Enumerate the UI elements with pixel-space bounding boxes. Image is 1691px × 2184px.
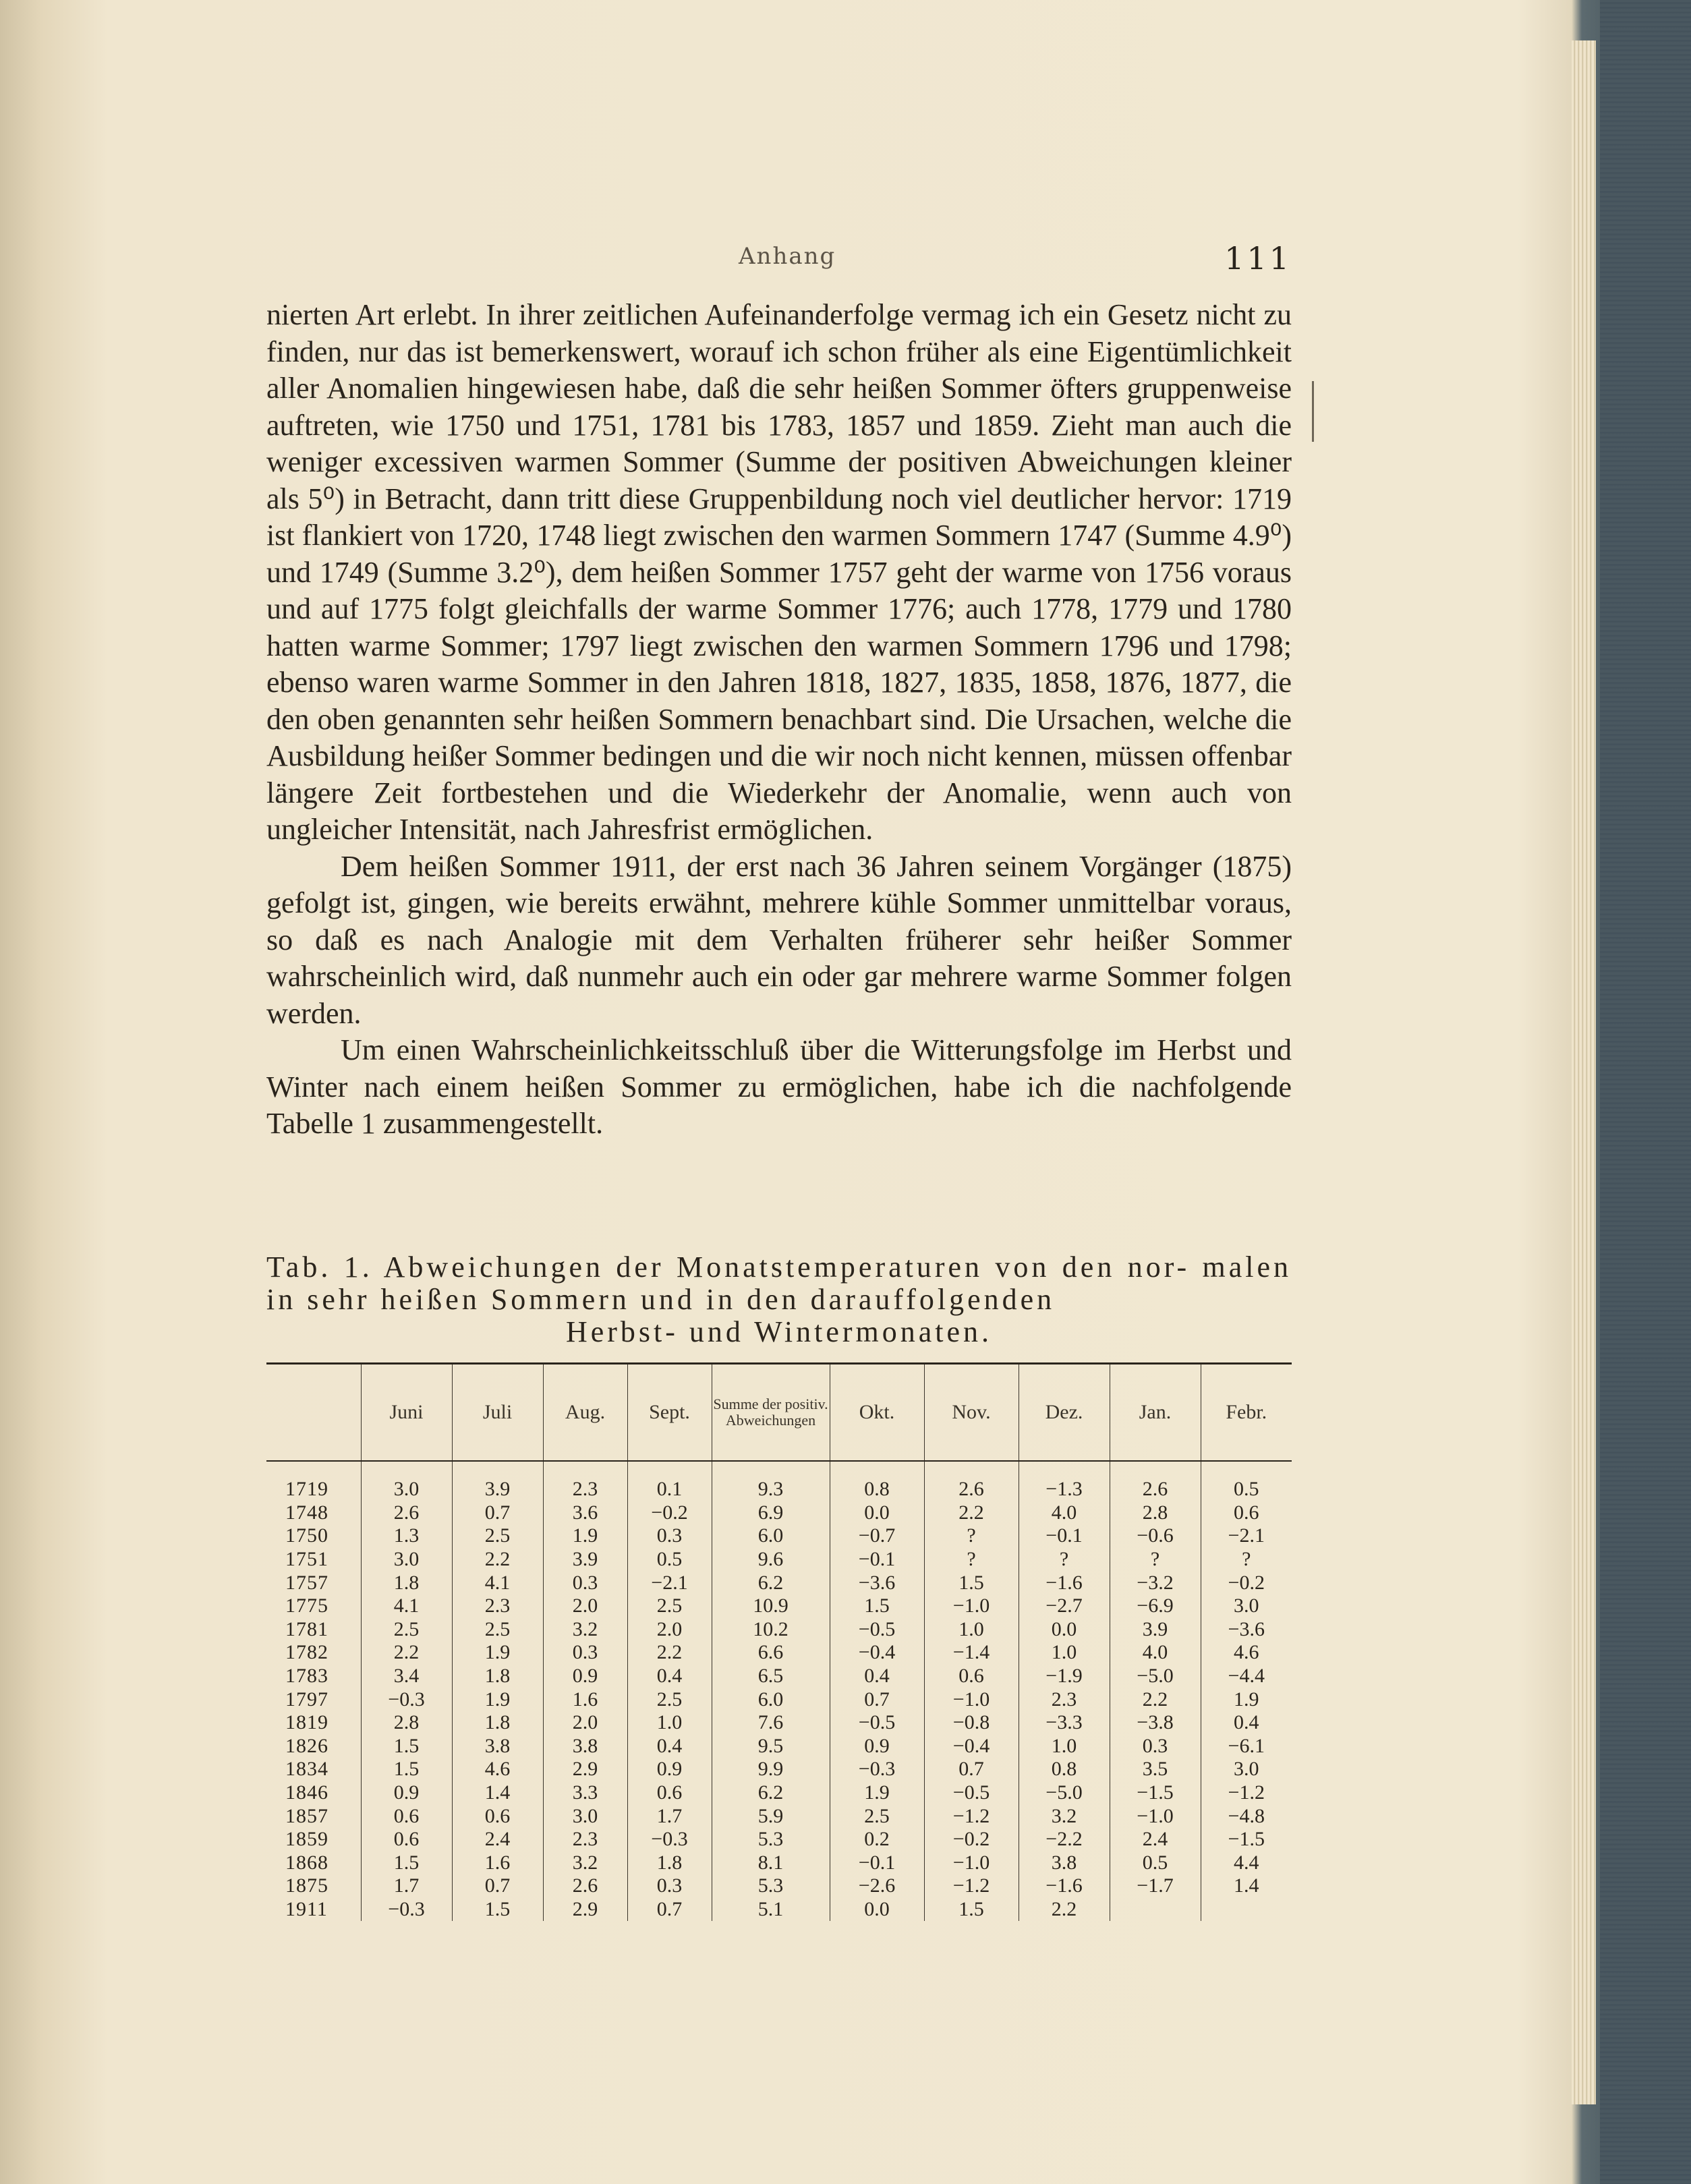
- value-cell: 1.4: [1201, 1874, 1292, 1898]
- value-cell: −0.1: [1019, 1524, 1110, 1548]
- table-row: [266, 1851, 1292, 1875]
- value-cell: 0.9: [830, 1735, 924, 1758]
- value-cell: −5.0: [1110, 1665, 1201, 1688]
- value-cell: 2.2: [1110, 1688, 1201, 1711]
- value-cell: −1.0: [1110, 1804, 1201, 1828]
- value-cell: −6.9: [1110, 1594, 1201, 1618]
- year-cell: 1797: [285, 1688, 328, 1711]
- value-cell: −0.7: [830, 1524, 924, 1548]
- value-cell: ?: [1019, 1548, 1110, 1572]
- value-cell: 0.6: [361, 1828, 452, 1851]
- body-text: [266, 297, 1292, 1143]
- year-cell: 1911: [285, 1897, 328, 1920]
- table-caption: [266, 1251, 1292, 1348]
- value-cell: 2.0: [543, 1594, 627, 1618]
- value-cell: 1.8: [452, 1665, 543, 1688]
- value-cell: 2.0: [627, 1618, 712, 1642]
- header-cell: Dez.: [1019, 1364, 1110, 1462]
- data-table-container: [266, 1362, 1292, 1921]
- value-cell: 1.8: [627, 1851, 712, 1875]
- value-cell: 9.5: [712, 1735, 830, 1758]
- value-cell: 6.2: [712, 1781, 830, 1805]
- value-cell: 1.5: [361, 1758, 452, 1781]
- table-row: [266, 1641, 1292, 1665]
- value-cell: 0.3: [1110, 1735, 1201, 1758]
- caption-line: Tab. 1. Abweichungen der Monatstemperaturen von den nor-: [266, 1251, 1191, 1284]
- value-cell: 3.2: [543, 1618, 627, 1642]
- header-cell: Okt.: [830, 1364, 924, 1462]
- value-cell: 2.0: [543, 1711, 627, 1735]
- value-cell: 3.8: [543, 1735, 627, 1758]
- header-cell: Febr.: [1201, 1364, 1292, 1462]
- value-cell: −1.6: [1019, 1571, 1110, 1594]
- value-cell: 2.5: [830, 1804, 924, 1828]
- value-cell: 1.9: [452, 1688, 543, 1711]
- year-cell: 1819: [285, 1711, 328, 1734]
- value-cell: 0.4: [627, 1735, 712, 1758]
- paragraph: Um einen Wahrscheinlichkeitsschluß über die Witterungsfolge im Herbst und Winter nach einem heißen Sommer zu ermöglichen, habe ich die nachfolgende Tabelle 1 zusammengestellt.: [266, 1033, 1292, 1140]
- year-cell: 1719: [285, 1478, 328, 1501]
- value-cell: −0.5: [830, 1711, 924, 1735]
- value-cell: −5.0: [1019, 1781, 1110, 1805]
- value-cell: −1.5: [1110, 1781, 1201, 1805]
- value-cell: 1.5: [830, 1594, 924, 1618]
- value-cell: 2.3: [452, 1594, 543, 1618]
- value-cell: 4.0: [1019, 1501, 1110, 1525]
- value-cell: 0.8: [1019, 1758, 1110, 1781]
- value-cell: 1.9: [452, 1641, 543, 1665]
- year-cell: 1757: [285, 1571, 328, 1594]
- value-cell: 0.6: [361, 1804, 452, 1828]
- table-row: [266, 1898, 1292, 1922]
- caption-line: malen in sehr heißen Sommern und in den darauffolgenden: [266, 1251, 1292, 1316]
- value-cell: −2.2: [1019, 1828, 1110, 1851]
- table-row: [266, 1665, 1292, 1688]
- value-cell: 1.7: [361, 1874, 452, 1898]
- value-cell: 2.6: [924, 1461, 1019, 1501]
- value-cell: [1201, 1898, 1292, 1922]
- value-cell: 2.2: [924, 1501, 1019, 1525]
- value-cell: 1.8: [452, 1711, 543, 1735]
- value-cell: 4.1: [361, 1594, 452, 1618]
- value-cell: −1.2: [924, 1804, 1019, 1828]
- year-cell: 1834: [285, 1758, 328, 1781]
- value-cell: 2.8: [1110, 1501, 1201, 1525]
- value-cell: −0.4: [924, 1735, 1019, 1758]
- value-cell: −1.5: [1201, 1828, 1292, 1851]
- value-cell: −2.7: [1019, 1594, 1110, 1618]
- value-cell: −1.2: [1201, 1781, 1292, 1805]
- value-cell: −0.3: [361, 1688, 452, 1711]
- value-cell: 10.9: [712, 1594, 830, 1618]
- value-cell: 2.3: [1019, 1688, 1110, 1711]
- year-cell: 1782: [285, 1641, 328, 1664]
- value-cell: 9.9: [712, 1758, 830, 1781]
- value-cell: 1.0: [1019, 1641, 1110, 1665]
- table-row: [266, 1524, 1292, 1548]
- value-cell: 3.0: [543, 1804, 627, 1828]
- year-cell: 1868: [285, 1851, 328, 1874]
- value-cell: −2.1: [627, 1571, 712, 1594]
- value-cell: 6.0: [712, 1524, 830, 1548]
- value-cell: −0.3: [361, 1898, 452, 1922]
- year-cell: 1750: [285, 1524, 328, 1547]
- value-cell: 4.6: [1201, 1641, 1292, 1665]
- book-cover: [1600, 0, 1691, 2184]
- value-cell: −3.3: [1019, 1711, 1110, 1735]
- value-cell: 1.9: [1201, 1688, 1292, 1711]
- table-row: [266, 1461, 1292, 1501]
- running-head: Anhang: [739, 243, 836, 270]
- value-cell: 2.9: [543, 1898, 627, 1922]
- year-cell: 1751: [285, 1548, 328, 1571]
- value-cell: 1.3: [361, 1524, 452, 1548]
- value-cell: 2.9: [543, 1758, 627, 1781]
- value-cell: 8.1: [712, 1851, 830, 1875]
- year-cell: 1781: [285, 1617, 328, 1640]
- value-cell: 2.6: [543, 1874, 627, 1898]
- value-cell: 3.6: [543, 1501, 627, 1525]
- temperature-deviation-table: [266, 1362, 1292, 1921]
- paragraph: nierten Art erlebt. In ihrer zeitlichen Aufeinanderfolge vermag ich ein Gesetz nicht zu finden, nur das ist bemerkenswert, worauf ich schon früher als eine Eigentümlichkeit aller Anomalien hingewiesen habe, daß die sehr heißen Sommer öfters gruppenweise auftreten, wie 1750 und 1751, 1781 bis 1783, 1857 und 1859. Zieht man auch die weniger excessiven warmen Sommer (Summe der positiven Abweichungen kleiner als 5⁰) in Betracht, dann tritt diese Gruppenbildung noch viel deutlicher hervor: 1719 ist flankiert von 1720, 1748 liegt zwischen den warmen Sommern 1747 (Summe 4.9⁰) und 1749 (Summe 3.2⁰), dem heißen Sommer 1757 geht der warme von 1756 voraus und auf 1775 folgt gleichfalls der warme Sommer 1776; auch 1778, 1779 und 1780 hatten warme Sommer; 1797 liegt zwischen den warmen Sommern 1796 und 1798; ebenso waren warme Sommer in den Jahren 1818, 1827, 1835, 1858, 1876, 1877, die den oben genannten sehr heißen Sommern benachbart sind. Die Ursachen, welche die Ausbildung heißer Sommer bedingen und die wir noch nicht kennen, müssen offenbar längere Zeit fortbestehen und die Wiederkehr der Anomalie, wenn auch von ungleicher Intensität, nach Jahresfrist ermöglichen.: [266, 298, 1292, 846]
- table-row: [266, 1758, 1292, 1781]
- table-body: [266, 1461, 1292, 1921]
- value-cell: 3.2: [1019, 1804, 1110, 1828]
- value-cell: −0.2: [1201, 1571, 1292, 1594]
- value-cell: 4.1: [452, 1571, 543, 1594]
- value-cell: 6.0: [712, 1688, 830, 1711]
- year-cell: 1826: [285, 1734, 328, 1757]
- value-cell: −1.0: [924, 1688, 1019, 1711]
- value-cell: 5.9: [712, 1804, 830, 1828]
- value-cell: 0.9: [627, 1758, 712, 1781]
- header-cell: Juni: [361, 1364, 452, 1462]
- value-cell: 0.0: [830, 1898, 924, 1922]
- value-cell: 1.9: [543, 1524, 627, 1548]
- value-cell: −1.3: [1019, 1461, 1110, 1501]
- value-cell: 2.4: [1110, 1828, 1201, 1851]
- value-cell: 1.0: [627, 1711, 712, 1735]
- value-cell: −0.5: [924, 1781, 1019, 1805]
- year-cell: 1775: [285, 1594, 328, 1617]
- value-cell: 3.4: [361, 1665, 452, 1688]
- table-row: [266, 1548, 1292, 1572]
- value-cell: −1.0: [924, 1851, 1019, 1875]
- value-cell: 2.2: [1019, 1898, 1110, 1922]
- value-cell: 2.5: [627, 1594, 712, 1618]
- value-cell: 5.3: [712, 1874, 830, 1898]
- value-cell: 0.5: [1201, 1461, 1292, 1501]
- value-cell: −0.2: [924, 1828, 1019, 1851]
- value-cell: 2.5: [452, 1618, 543, 1642]
- value-cell: 2.6: [361, 1501, 452, 1525]
- value-cell: 0.6: [452, 1804, 543, 1828]
- value-cell: 4.0: [1110, 1641, 1201, 1665]
- value-cell: 0.3: [627, 1524, 712, 1548]
- value-cell: ?: [924, 1524, 1019, 1548]
- table-row: [266, 1688, 1292, 1711]
- value-cell: −2.6: [830, 1874, 924, 1898]
- value-cell: −3.6: [830, 1571, 924, 1594]
- header-cell: [266, 1364, 361, 1462]
- caption-line: Herbst- und Wintermonaten.: [565, 1315, 993, 1348]
- year-cell: 1846: [285, 1781, 328, 1804]
- value-cell: 0.6: [1201, 1501, 1292, 1525]
- value-cell: −0.1: [830, 1851, 924, 1875]
- value-cell: 6.6: [712, 1641, 830, 1665]
- value-cell: 1.6: [543, 1688, 627, 1711]
- value-cell: −3.6: [1201, 1618, 1292, 1642]
- value-cell: 3.3: [543, 1781, 627, 1805]
- header-cell: Aug.: [543, 1364, 627, 1462]
- header-cell: Summe der positiv. Abweichungen: [712, 1364, 830, 1462]
- value-cell: −4.8: [1201, 1804, 1292, 1828]
- value-cell: 9.3: [712, 1461, 830, 1501]
- value-cell: −0.3: [830, 1758, 924, 1781]
- value-cell: 3.0: [361, 1461, 452, 1501]
- value-cell: 0.3: [627, 1874, 712, 1898]
- value-cell: 0.7: [452, 1501, 543, 1525]
- value-cell: 2.2: [361, 1641, 452, 1665]
- value-cell: 3.2: [543, 1851, 627, 1875]
- value-cell: 0.0: [1019, 1618, 1110, 1642]
- value-cell: 0.3: [543, 1641, 627, 1665]
- value-cell: 3.9: [543, 1548, 627, 1572]
- value-cell: 1.9: [830, 1781, 924, 1805]
- year-cell: 1857: [285, 1804, 328, 1827]
- table-row: [266, 1501, 1292, 1525]
- value-cell: 0.0: [830, 1501, 924, 1525]
- value-cell: 0.6: [924, 1665, 1019, 1688]
- value-cell: 3.8: [1019, 1851, 1110, 1875]
- table-row: [266, 1711, 1292, 1735]
- value-cell: 5.3: [712, 1828, 830, 1851]
- value-cell: 0.7: [452, 1874, 543, 1898]
- value-cell: 1.5: [924, 1898, 1019, 1922]
- header-cell: Sept.: [627, 1364, 712, 1462]
- value-cell: −0.2: [627, 1501, 712, 1525]
- value-cell: −0.5: [830, 1618, 924, 1642]
- value-cell: 2.5: [627, 1688, 712, 1711]
- value-cell: 0.4: [830, 1665, 924, 1688]
- value-cell: 3.0: [361, 1548, 452, 1572]
- table-row: [266, 1874, 1292, 1898]
- value-cell: 0.5: [1110, 1851, 1201, 1875]
- value-cell: 1.0: [1019, 1735, 1110, 1758]
- value-cell: 1.4: [452, 1781, 543, 1805]
- value-cell: 0.6: [627, 1781, 712, 1805]
- table-row: [266, 1618, 1292, 1642]
- value-cell: ?: [924, 1548, 1019, 1572]
- value-cell: 1.7: [627, 1804, 712, 1828]
- table-header-row: [266, 1364, 1292, 1462]
- value-cell: 3.5: [1110, 1758, 1201, 1781]
- value-cell: 2.2: [627, 1641, 712, 1665]
- value-cell: 0.8: [830, 1461, 924, 1501]
- value-cell: [1110, 1898, 1201, 1922]
- value-cell: 0.4: [627, 1665, 712, 1688]
- value-cell: −3.2: [1110, 1571, 1201, 1594]
- value-cell: 2.5: [361, 1618, 452, 1642]
- value-cell: 9.6: [712, 1548, 830, 1572]
- value-cell: −1.7: [1110, 1874, 1201, 1898]
- value-cell: 0.4: [1201, 1711, 1292, 1735]
- table-row: [266, 1781, 1292, 1805]
- value-cell: −6.1: [1201, 1735, 1292, 1758]
- value-cell: −1.2: [924, 1874, 1019, 1898]
- value-cell: 6.5: [712, 1665, 830, 1688]
- table-row: [266, 1571, 1292, 1594]
- value-cell: 1.0: [924, 1618, 1019, 1642]
- year-cell: 1783: [285, 1665, 328, 1688]
- value-cell: 2.5: [452, 1524, 543, 1548]
- value-cell: −4.4: [1201, 1665, 1292, 1688]
- value-cell: 2.3: [543, 1461, 627, 1501]
- value-cell: −0.1: [830, 1548, 924, 1572]
- value-cell: 1.5: [361, 1735, 452, 1758]
- value-cell: −0.8: [924, 1711, 1019, 1735]
- value-cell: 0.9: [361, 1781, 452, 1805]
- value-cell: 6.2: [712, 1571, 830, 1594]
- value-cell: 0.3: [543, 1571, 627, 1594]
- value-cell: 0.9: [543, 1665, 627, 1688]
- value-cell: 2.4: [452, 1828, 543, 1851]
- header-cell: Nov.: [924, 1364, 1019, 1462]
- value-cell: 6.9: [712, 1501, 830, 1525]
- value-cell: 3.9: [452, 1461, 543, 1501]
- value-cell: 1.6: [452, 1851, 543, 1875]
- value-cell: ?: [1110, 1548, 1201, 1572]
- table-row: [266, 1735, 1292, 1758]
- value-cell: 4.4: [1201, 1851, 1292, 1875]
- header-cell: Jan.: [1110, 1364, 1201, 1462]
- value-cell: −1.6: [1019, 1874, 1110, 1898]
- value-cell: 0.1: [627, 1461, 712, 1501]
- value-cell: −0.4: [830, 1641, 924, 1665]
- page-header: [266, 240, 1292, 283]
- header-cell: Juli: [452, 1364, 543, 1462]
- value-cell: 0.2: [830, 1828, 924, 1851]
- value-cell: ?: [1201, 1548, 1292, 1572]
- page-edges: [1572, 40, 1596, 2104]
- value-cell: −3.8: [1110, 1711, 1201, 1735]
- value-cell: 1.8: [361, 1571, 452, 1594]
- value-cell: 3.0: [1201, 1594, 1292, 1618]
- year-cell: 1748: [285, 1501, 328, 1524]
- value-cell: 3.9: [1110, 1618, 1201, 1642]
- value-cell: 10.2: [712, 1618, 830, 1642]
- value-cell: 0.7: [924, 1758, 1019, 1781]
- value-cell: 1.5: [924, 1571, 1019, 1594]
- year-cell: 1859: [285, 1828, 328, 1851]
- table-row: [266, 1828, 1292, 1851]
- value-cell: 2.6: [1110, 1461, 1201, 1501]
- value-cell: 2.3: [543, 1828, 627, 1851]
- value-cell: 3.0: [1201, 1758, 1292, 1781]
- value-cell: −0.6: [1110, 1524, 1201, 1548]
- value-cell: 0.7: [627, 1898, 712, 1922]
- year-cell: 1875: [285, 1874, 328, 1897]
- value-cell: 3.8: [452, 1735, 543, 1758]
- value-cell: −2.1: [1201, 1524, 1292, 1548]
- value-cell: −1.4: [924, 1641, 1019, 1665]
- value-cell: 1.5: [361, 1851, 452, 1875]
- value-cell: 1.5: [452, 1898, 543, 1922]
- page-number: 111: [1224, 240, 1292, 277]
- value-cell: 0.5: [627, 1548, 712, 1572]
- table-row: [266, 1594, 1292, 1618]
- table-row: [266, 1804, 1292, 1828]
- value-cell: 0.7: [830, 1688, 924, 1711]
- paragraph: Dem heißen Sommer 1911, der erst nach 36 Jahren seinem Vorgänger (1875) gefolgt ist, gingen, wie bereits erwähnt, mehrere kühle Sommer unmittelbar voraus, so daß es nach Analogie mit dem Verhalten früherer sehr heißer Sommer wahrscheinlich wird, daß nunmehr auch ein oder gar mehrere warme Sommer folgen werden.: [266, 849, 1292, 1030]
- value-cell: −1.0: [924, 1594, 1019, 1618]
- value-cell: 2.8: [361, 1711, 452, 1735]
- value-cell: 7.6: [712, 1711, 830, 1735]
- value-cell: −1.9: [1019, 1665, 1110, 1688]
- value-cell: −0.3: [627, 1828, 712, 1851]
- value-cell: 5.1: [712, 1898, 830, 1922]
- margin-mark: [1312, 381, 1314, 442]
- value-cell: 4.6: [452, 1758, 543, 1781]
- value-cell: 2.2: [452, 1548, 543, 1572]
